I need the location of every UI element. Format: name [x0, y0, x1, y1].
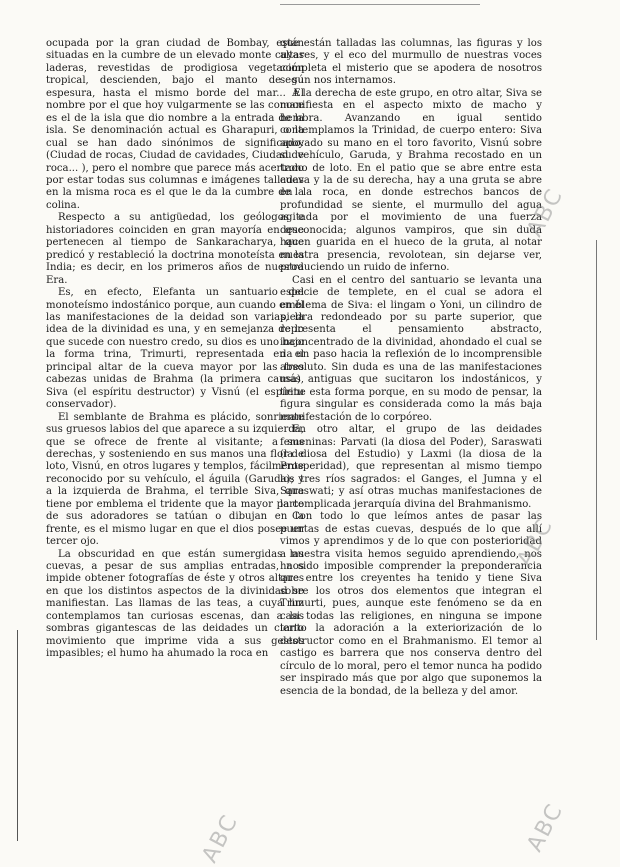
paragraph: Con todo lo que leímos antes de pasar las puertas de estas cuevas, después de lo que allí vimos y aprendimos y de lo que con posterioridad a nuestra visita hemos seguido aprendiendo, nos ha sido imposible comprender la preponderancia que entre los creyentes ha tenido y tiene Siva sobre los otros dos elementos que integran el Trimurti, pues, aunque este fenómeno se da en casi todas las religiones, en ninguna se impone tanto la adoración a la exteriorización de lo destructor como en el Brahmanismo. El temor al castigo es barrera que nos conserva dentro del círculo de lo moral, pero el temor nunca ha podido ser inspirado más que por algo que suponemos la esencia de la bondad, de la belleza y del amor.: [280, 511, 542, 697]
abc-watermark: ABC: [522, 799, 569, 856]
abc-watermark: ABC: [197, 810, 244, 867]
paragraph: ocupada por la gran ciudad de Bombay, están situadas en la cumbre de un elevado monte cuyas laderas, revestidas de prodigiosa vegetación tropical, descienden, bajo el manto de su espesura, hasta el mismo borde del mar... El nombre por el que hoy vulgarmente se las conoce es el de la isla que dio nombre a la entrada de la isla. Se denominación actual es Gharapuri, o la cual se han dado sinónimos de significado: (Ciudad de rocas, Ciudad de cavidades, Ciudad de roca... ), pero el nombre que parece más acertado por estar todas sus columnas e imágenes talladas en la misma roca es el que le da la cumbre de la colina.: [46, 38, 304, 211]
paragraph: Es, en efecto, Elefanta un santuario del monoteísmo indostánico porque, aun cuando en él las manifestaciones de la deidad son varias, la idea de la divinidad es una, y en semejanza de lo que sucede con nuestro credo, su dios es uno bajo la forma trina, Trimurti, representada en el principal altar de la cueva mayor por las tres cabezas unidas de Brahma (la primera causa), Siva (el espíritu destructor) y Visnú (el espíritu conservador).: [46, 287, 304, 411]
abc-watermark: ABC: [522, 184, 569, 241]
text-column-left: [46, 38, 304, 661]
text-column-right: [280, 38, 542, 698]
top-rule: [280, 4, 480, 5]
paragraph: A la derecha de este grupo, en otro altar, Siva se manifiesta en el aspecto mixto de macho y hembra. Avanzando en igual sentido contemplamos la Trinidad, de cuerpo entero: Siva apoyado su mano en el toro favorito, Visnú sobre su vehículo, Garuda, y Brahma recostado en un trono de loto. En el patio que se abre entre esta cueva y la de su derecha, hay a una gruta se abre en la roca, en donde estrechos bancos de profundidad se siente, el murmullo del agua agitada por el movimiento de una fuerza desconocida; algunos vampiros, que sin duda hacen guarida en el hueco de la gruta, al notar nuestra presencia, revolotean, sin dejarse ver, produciendo un ruido de inferno.: [280, 87, 542, 274]
paragraph: En otro altar, el grupo de las deidades femeninas: Parvati (la diosa del Poder), Saraswati (la diosa del Estudio) y Laxmi (la diosa de la Prosperidad), que representan al mismo tiempo los tres ríos sagrados: el Ganges, el Jumna y el Saraswati; y así otras muchas manifestaciones de la complicada jerarquía divina del Brahmanismo.: [280, 424, 542, 510]
paragraph: La obscuridad en que están sumergidas las cuevas, a pesar de sus amplias entradas, nos impide obtener fotografías de éste y otros altares en que los distintos aspectos de la divinidad se manifiestan. Las llamas de las teas, a cuya luz contemplamos tan curiosas escenas, dan a las sombras gigantescas de las deidades un cierto movimiento que imprime vida a sus gestos impasibles; el humo ha ahumado la roca en: [46, 548, 304, 660]
paragraph: El semblante de Brahma es plácido, sonriente sus gruesos labios del que aparece a su izquierda, que se ofrece de frente al visitante; a sus derechas, y sosteniendo en sus manos una flor de loto, Visnú, en otros lugares y templos, fácilmente reconocido por su vehículo, el águila (Garuda); y a la izquierda de Brahma, el terrible Siva, que tiene por emblema el tridente que la mayor parte de sus adoradores se tatúan o dibujan en la frente, es el mismo lugar en que el dios posee un tercer ojo.: [46, 411, 304, 548]
paragraph: Respecto a su antigüedad, los geólogos e historiadores coinciden en gran mayoría en que pertenecen al tiempo de Sankaracharya, que predicó y restableció la doctrina monoteísta en la India; es decir, en los primeros años de nuestra Era.: [46, 212, 304, 286]
right-margin-rule: [596, 240, 597, 640]
abc-watermark: ABC: [512, 514, 559, 571]
paragraph: Casi en el centro del santuario se levanta una especie de templete, en el cual se adora el emblema de Siva: el lingam o Yoni, un cilindro de piedra redondeado por su parte superior, que representa el pensamiento abstracto, inconcentrado de la divinidad, ahondado el cual se da un paso hacia la reflexión de lo incomprensible absoluto. Sin duda es una de las manifestaciones más antiguas que sucitaron los indostánicos, y tiene esta forma porque, en su modo de pensar, la figura singular es considerada como la más baja manifestación de lo corpóreo.: [280, 274, 542, 423]
left-margin-rule: [17, 630, 18, 841]
paragraph: que están talladas las columnas, las figuras y los altares, y el eco del murmullo de nuestras voces completa el misterio que se apodera de nosotros según nos internamos.: [280, 38, 542, 87]
